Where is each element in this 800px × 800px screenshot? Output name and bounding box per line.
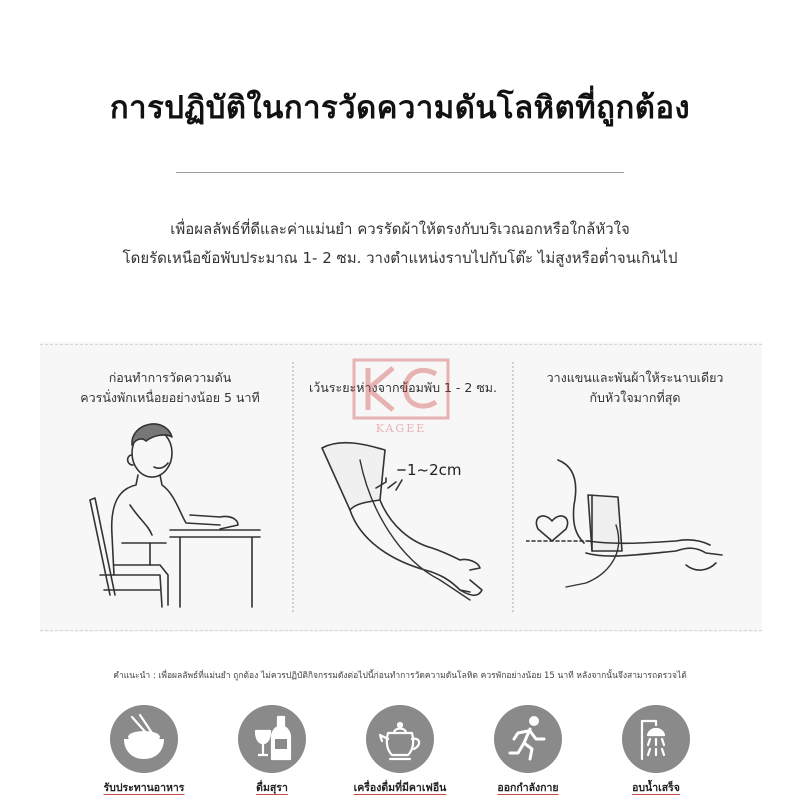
step-2-line-1: เว้นระยะห่างจากข้อมพับ 1 - 2 ซม.: [308, 380, 498, 395]
wine-bottle-icon: [238, 705, 306, 773]
kagee-logo-icon: [348, 356, 454, 422]
running-icon: [494, 705, 562, 773]
activity-label-caffeine: เครื่องดื่มที่มีคาเฟอีน: [353, 782, 447, 794]
activity-caffeine: [330, 705, 470, 796]
arm-cuff-illustration: [310, 430, 500, 610]
intro-line-2: โดยรัดเหนือข้อพับประมาณ 1- 2 ซม. วางตำแหน่งราบไปกับโต๊ะ ไม่สูงหรือต่ำจนเกินไป: [122, 249, 678, 267]
activity-exercise: [458, 705, 598, 796]
intro-line-1: เพื่อผลลัพธ์ที่ดีและค่าแม่นยำ ควรรัดผ้าให้ตรงกับบริเวณอกหรือใกล้หัวใจ: [170, 220, 630, 238]
title-divider: [176, 172, 624, 173]
step-3-caption: [515, 368, 755, 408]
heart-icon: [536, 516, 567, 541]
seated-man-illustration: [70, 415, 270, 610]
activity-drinking: [202, 705, 342, 796]
watermark-brand: KAGEE: [375, 422, 427, 435]
teapot-icon: [366, 705, 434, 773]
activity-label-shower: อบน้ำเสร็จ: [632, 782, 680, 794]
activity-label-exercise: ออกกำลังกาย: [497, 782, 559, 794]
step-divider-2: [512, 362, 514, 612]
page-title: การปฏิบัติในการวัดความดันโลหิตที่ถูกต้อง: [109, 90, 691, 126]
activity-label-drinking: ดื่มสุรา: [256, 782, 288, 794]
step-1-line-2: ควรนั่งพักเหนื่อยอย่างน้อย 5 นาที: [80, 390, 260, 405]
activity-eating: [74, 705, 214, 796]
panel-top-divider: [40, 344, 762, 345]
step-1-caption: [50, 368, 290, 408]
measure-label: 1~2cm: [407, 461, 462, 479]
step-1-line-1: ก่อนทำการวัดความดัน: [108, 370, 232, 385]
step-3-line-2: กับหัวใจมากที่สุด: [589, 390, 681, 405]
intro-text: [0, 215, 800, 273]
activity-shower: [586, 705, 726, 796]
panel-bottom-divider: [40, 630, 762, 631]
activity-label-eating: รับประทานอาหาร: [103, 782, 185, 794]
heart-level-illustration: [526, 455, 726, 590]
advice-note: คำแนะนำ : เพื่อผลลัพธ์ที่แม่นยำ ถูกต้อง ไม่ควรปฏิบัติกิจกรรมดังต่อไปนี้ก่อนทำการวัดความดันโลหิต ควรพักอย่างน้อย 15 นาที หลังจากนั้นจึงสามารถตรวจได้: [113, 671, 687, 681]
rice-bowl-icon: [110, 705, 178, 773]
activity-icon-row: [0, 705, 800, 800]
step-divider-1: [292, 362, 294, 612]
shower-icon: [622, 705, 690, 773]
kagee-watermark: [348, 356, 454, 440]
step-3-line-1: วางแขนและพันผ้าให้ระนาบเดียว: [546, 370, 724, 385]
